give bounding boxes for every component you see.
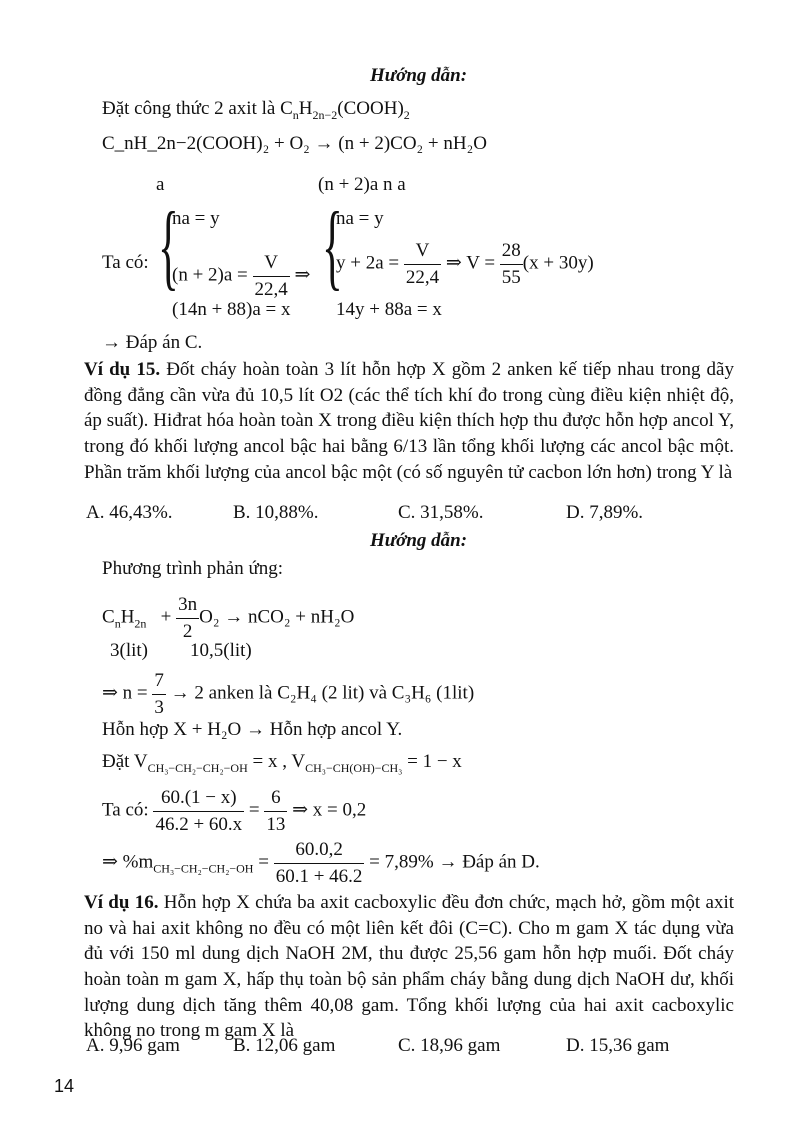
sub-2n: 2n−2 [312,107,338,122]
sub-2n2: 2n [134,616,147,631]
taco-label: Ta có: [102,799,149,821]
n-line [102,668,474,720]
guide2-equation [102,592,354,644]
sub-2: 2 [403,107,410,122]
guide1-eq-b: (n + 2)a n a [318,174,406,195]
eq-frac-num: 3n [176,592,199,619]
guide2-intro: Phương trình phản ứng: [102,558,284,579]
eq-c: C [102,606,115,628]
example-16-lead: Ví dụ 16. [84,892,159,913]
guide-heading-2: Hướng dẫn: [370,530,468,551]
example-16-text: Hỗn hợp X chứa ba axit cacboxylic đều đơn chức, mạch hở, gồm một axit no và hai axit không no đều có một liên kết đôi (C=C). Cho m gam X tác dụng vừa đủ với 150 ml dung dịch NaOH 2M, thu được 25,56 gam hỗn hợp muối. Đốt cháy hoàn toàn m gam X, hấp thụ toàn bộ sản phẩm cháy bằng dung dịch NaOH dư, khối lượng dung dịch tăng thêm 40,08 gam. Tổng khối lượng của hai axit cacboxylic không no trong m gam X là [84,892,734,1042]
v-num: 28 [500,238,523,265]
frac-den: 22,4 [254,278,288,300]
ex16-option-d: D. 15,36 gam [566,1035,670,1056]
ex16-option-a: A. 9,96 gam [86,1035,180,1056]
frac-den-2: 22,4 [405,266,440,288]
mix-line: Hỗn hợp X + H₂O → Hỗn hợp ancol Y. [102,719,403,740]
pct-fraction [274,837,365,889]
pct-num: 60.0,2 [274,837,365,864]
n-fraction [152,668,166,720]
guide-heading-1: Hướng dẫn: [370,65,468,86]
guide1-answer: → Đáp án C. [102,332,203,353]
set-mid: = x , V [247,751,306,772]
taco-fraction [153,785,244,837]
sub-n: n [292,107,299,122]
vol-b: 10,5(lit) [190,640,252,661]
frac-num-2: V [404,238,441,265]
pct-pre: ⇒ %m [102,851,154,873]
set-sub2: CH₃−CH(OH)−CH₃ [305,760,403,775]
pct-sub: CH₃−CH₂−CH₂−OH [153,861,254,876]
v-fraction-2 [404,238,441,290]
set-end: = 1 − x [402,751,462,772]
example-15 [84,357,734,485]
ex15-option-a: A. 46,43%. [86,502,173,523]
sys-left-3: (14n + 88)a = x [172,299,291,320]
taco-d2: 13 [266,813,286,835]
taco-eq: = [248,799,260,821]
eq-products: O₂ → nCO₂ + nH₂O [199,606,355,628]
ex16-option-b: B. 12,06 gam [233,1035,336,1056]
taco-line [102,785,366,837]
example-16 [84,890,734,1044]
guide1-formula-line [102,96,410,123]
taco-n2: 6 [264,785,287,812]
v-tail: (x + 30y) [522,252,594,274]
vol-a: 3(lit) [110,640,148,661]
example-15-text: Đốt cháy hoàn toàn 3 lít hỗn hợp X gồm 2 anken kế tiếp nhau trong dãy đồng đẳng cần vừa đủ 10,5 lít O2 (các thể tích khí đo trong cùng điều kiện nhiệt độ, áp suất). Hiđrat hóa hoàn toàn X trong điều kiện thích hợp thu được hỗn hợp ancol Y, trong đó khối lượng ancol bậc hai bằng 6/13 lần tổng khối lượng các ancol bậc một. Phần trăm khối lượng của ancol bậc một (có số nguyên tử cacbon lớn hơn) trong Y là [84,359,734,483]
taco-fraction-2 [264,785,287,837]
ex16-option-c: C. 18,96 gam [398,1035,501,1056]
set-line [102,749,462,776]
ex15-option-b: B. 10,88%. [233,502,319,523]
n-pre: ⇒ n = [102,682,148,704]
sys-right-2-text: y + 2a = [336,252,400,274]
ex15-option-c: C. 31,58%. [398,502,484,523]
pct-line: ⇒ $\%m_{CH_3-CH_2-CH_2-OH}$ = $\frac{60.0,2}{60.1 + 46.2}$ = 7,89% → Đáp án D. [102,837,540,889]
implies-arrow: ⇒ [294,264,311,286]
set-sub1: CH₃−CH₂−CH₂−OH [147,760,248,775]
frac-num: V [253,250,290,277]
sys-right-3: 14y + 88a = x [336,299,442,320]
pct-den: 60.1 + 46.2 [275,865,363,887]
sys-left-2-text: (n + 2)a = [172,264,248,286]
pct-res: = 7,89% → Đáp án D. [369,851,540,873]
v-fraction [253,250,290,302]
eq-plus: + [160,606,172,628]
example-15-lead: Ví dụ 15. [84,359,161,380]
n-num: 7 [152,668,166,695]
ta-co-label: Ta có: [102,252,149,273]
right-brace: { [322,192,343,299]
page-number: 14 [54,1076,75,1096]
guide1-line-text: Đặt công thức 2 axit là C [102,98,293,119]
taco-den: 46.2 + 60.x [155,813,243,835]
guide1-h: H [298,98,313,119]
v-den: 55 [501,266,521,288]
v-result-fraction [500,238,523,290]
sys-left-2 [172,250,310,302]
sub-n2: n [114,616,121,631]
v-eq: ⇒ V = [445,252,496,274]
ex15-option-d: D. 7,89%. [566,502,644,523]
guide1-equation: C_nH_2n−2(COOH)₂ + O₂ → (n + 2)CO₂ + nH₂O [102,133,487,154]
set-v1: Đặt V [102,751,148,772]
sys-left-1: na = y [172,208,220,229]
n-den: 3 [154,696,164,718]
n-post: → 2 anken là C₂H₄ (2 lit) và C₃H₆ (1lit) [170,682,475,704]
eq-frac-den: 2 [182,620,193,642]
left-brace: { [158,192,179,299]
eq-h: H [120,606,135,628]
taco-num: 60.(1 − x) [153,785,244,812]
guide1-eq-a: a [156,174,165,195]
sys-right-1: na = y [336,208,384,229]
eq-fraction [176,592,199,644]
sys-right-2 [336,238,594,290]
guide1-cooh: (COOH) [337,98,404,119]
taco-res: ⇒ x = 0,2 [292,799,367,821]
